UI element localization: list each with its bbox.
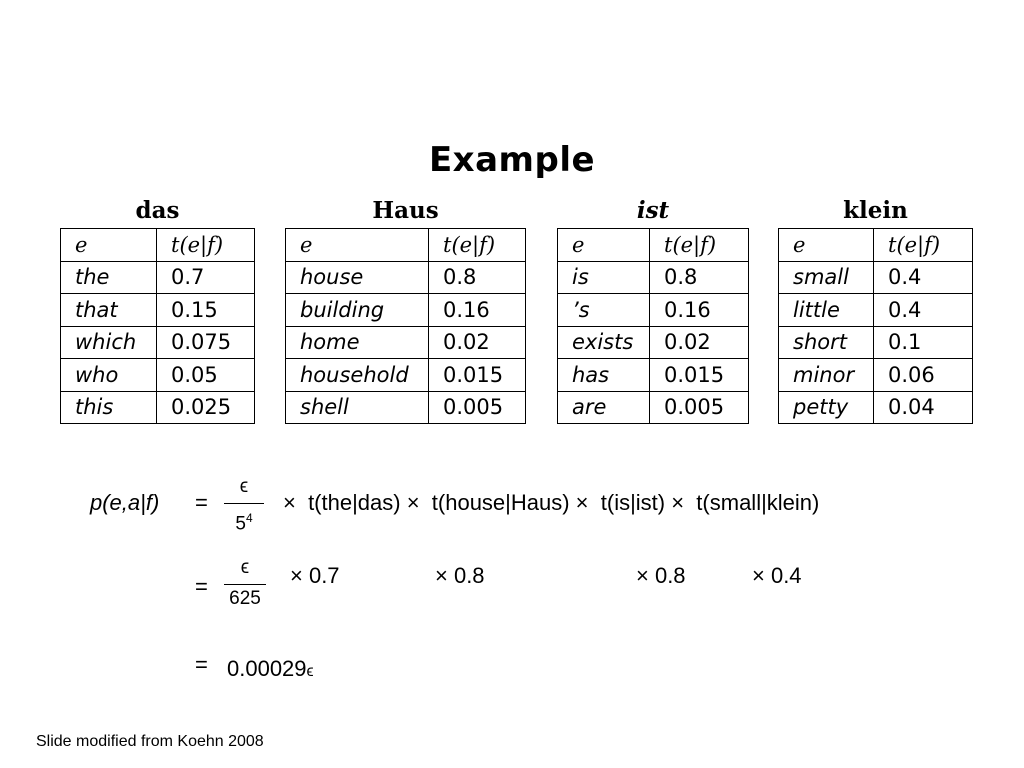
table-row (558, 359, 749, 392)
table-klein-block (778, 196, 973, 424)
word-cell: little (779, 294, 874, 327)
word-cell: minor (779, 359, 874, 392)
word-cell: who (61, 359, 157, 392)
fraction-denominator (224, 508, 264, 534)
prob-cell: 0.4 (874, 261, 973, 294)
word-cell: small (779, 261, 874, 294)
table-row (61, 391, 255, 424)
footer-credit: Slide modified from Koehn 2008 (36, 733, 264, 750)
equals-sign: = (195, 652, 208, 677)
word-cell: that (61, 294, 157, 327)
result-number: 0.00029 (227, 656, 307, 681)
equation-product-terms: × t(the|das) × t(house|Haus) × t(is|ist) × t(small|klein) (283, 490, 820, 515)
word-cell: house (286, 261, 429, 294)
prob-cell: 0.06 (874, 359, 973, 392)
table-heading: das (135, 197, 180, 224)
prob-cell: 0.02 (429, 326, 526, 359)
table-ist-block (557, 196, 749, 424)
table-haus-block (285, 196, 526, 424)
prob-cell: 0.16 (429, 294, 526, 327)
table-header-row (286, 229, 526, 262)
table-header-row (779, 229, 973, 262)
translation-table-das (60, 228, 255, 424)
word-cell: home (286, 326, 429, 359)
prob-cell: 0.015 (650, 359, 749, 392)
word-cell: exists (558, 326, 650, 359)
numeric-term: × 0.7 (290, 563, 340, 588)
column-header-e: e (61, 229, 157, 262)
prob-cell: 0.005 (429, 391, 526, 424)
fraction-epsilon-over-625 (224, 558, 266, 609)
table-row (286, 261, 526, 294)
table-row (779, 326, 973, 359)
table-row (558, 326, 749, 359)
column-header-prob: t(e|f) (650, 229, 749, 262)
prob-cell: 0.7 (157, 261, 255, 294)
fraction-numerator: ϵ (240, 557, 250, 578)
column-header-prob: t(e|f) (429, 229, 526, 262)
result-epsilon: ϵ (306, 663, 314, 680)
column-header-e: e (558, 229, 650, 262)
table-heading: ist (636, 197, 670, 224)
table-row (558, 391, 749, 424)
table-row (61, 294, 255, 327)
denominator-base: 5 (235, 513, 246, 535)
table-row (61, 326, 255, 359)
fraction-denominator: 625 (229, 588, 261, 609)
prob-cell: 0.4 (874, 294, 973, 327)
table-row (61, 359, 255, 392)
prob-cell: 0.8 (429, 261, 526, 294)
word-cell: is (558, 261, 650, 294)
column-header-e: e (779, 229, 874, 262)
table-heading: Haus (372, 197, 439, 224)
result-value (227, 656, 314, 682)
table-row (286, 359, 526, 392)
word-cell: the (61, 261, 157, 294)
word-cell: this (61, 391, 157, 424)
word-cell: short (779, 326, 874, 359)
fraction-numerator: ϵ (239, 476, 249, 497)
prob-cell: 0.16 (650, 294, 749, 327)
fraction-bar (224, 584, 266, 585)
fraction-bar (224, 503, 264, 504)
prob-cell: 0.8 (650, 261, 749, 294)
prob-cell: 0.05 (157, 359, 255, 392)
column-header-prob: t(e|f) (157, 229, 255, 262)
slide-title: Example (428, 140, 596, 180)
table-header-row (61, 229, 255, 262)
word-cell: ’s (558, 294, 650, 327)
table-row (286, 326, 526, 359)
table-header-row (558, 229, 749, 262)
fraction-epsilon-over-5-pow-4 (224, 477, 264, 534)
column-header-prob: t(e|f) (874, 229, 973, 262)
denominator-exponent: 4 (245, 511, 253, 525)
equals-sign: = (195, 490, 208, 515)
prob-cell: 0.15 (157, 294, 255, 327)
table-row (61, 261, 255, 294)
prob-cell: 0.1 (874, 326, 973, 359)
column-header-e: e (286, 229, 429, 262)
numeric-term: × 0.8 (636, 563, 686, 588)
translation-table-ist (557, 228, 749, 424)
word-cell: shell (286, 391, 429, 424)
table-row (779, 261, 973, 294)
table-row (779, 359, 973, 392)
prob-cell: 0.005 (650, 391, 749, 424)
table-das-block (60, 196, 255, 424)
table-row (779, 294, 973, 327)
table-row (286, 294, 526, 327)
word-cell: household (286, 359, 429, 392)
prob-cell: 0.02 (650, 326, 749, 359)
table-row (558, 294, 749, 327)
word-cell: are (558, 391, 650, 424)
word-cell: has (558, 359, 650, 392)
translation-table-klein (778, 228, 973, 424)
translation-table-haus (285, 228, 526, 424)
equals-sign: = (195, 574, 208, 599)
prob-cell: 0.04 (874, 391, 973, 424)
numeric-term: × 0.4 (752, 563, 802, 588)
word-cell: which (61, 326, 157, 359)
table-row (779, 391, 973, 424)
prob-cell: 0.015 (429, 359, 526, 392)
word-cell: building (286, 294, 429, 327)
table-heading: klein (843, 197, 908, 224)
word-cell: petty (779, 391, 874, 424)
equation-lhs: p(e,a|f) (90, 490, 160, 515)
numeric-term: × 0.8 (435, 563, 485, 588)
prob-cell: 0.025 (157, 391, 255, 424)
prob-cell: 0.075 (157, 326, 255, 359)
table-row (286, 391, 526, 424)
table-row (558, 261, 749, 294)
